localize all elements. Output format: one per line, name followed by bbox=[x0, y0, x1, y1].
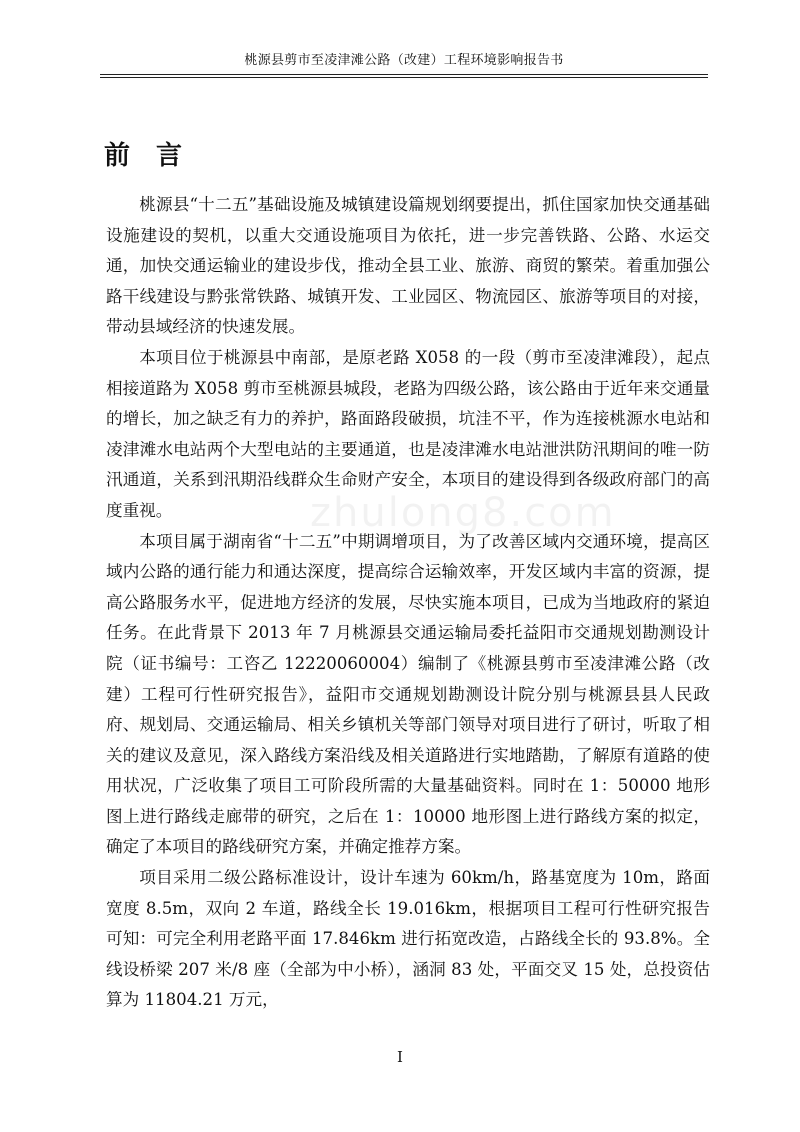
body-text bbox=[106, 190, 710, 1016]
paragraph-1: 桃源县“十二五”基础设施及城镇建设篇规划纲要提出，抓住国家加快交通基础设施建设的契机，以重大交通设施项目为依托，进一步完善铁路、公路、水运交通，加快交通运输业的建设步伐，推动全县工业、旅游、商贸的繁荣。着重加强公路干线建设与黔张常铁路、城镇开发、工业园区、物流园区、旅游等项目的对接，带动县域经济的快速发展。 bbox=[106, 195, 710, 337]
section-title: 前言 bbox=[104, 141, 209, 171]
paragraph-2: 本项目位于桃源县中南部，是原老路 X058 的一段（剪市至凌津滩段），起点相接道路为 X058 剪市至桃源县城段，老路为四级公路，该公路由于近年来交通量的增长，加之缺乏有力的养护，路面路段破损，坑洼不平，作为连接桃源水电站和凌津滩水电站两个大型电站的主要通道，也是凌津滩水电站泄洪防汛期间的唯一防汛通道，关系到汛期沿线群众生命财产安全，本项目的建设得到各级政府部门的高度重视。 bbox=[106, 347, 710, 520]
paragraph-3: 本项目属于湖南省“十二五”中期调增项目，为了改善区域内交通环境，提高区域内公路的通行能力和通达深度，提高综合运输效率，开发区域内丰富的资源，提高公路服务水平，促进地方经济的发展，尽快实施本项目，已成为当地政府的紧迫任务。在此背景下 2013 年 7 月桃源县交通运输局委托益阳市交通规划勘测设计院（证书编号：工咨乙 12220060004）编制了《桃源县剪市至凌津滩公路（改建）工程可行性研究报告》，益阳市交通规划勘测设计院分别与桃源县县人民政府、规划局、交通运输局、相关乡镇机关等部门领导对项目进行了研讨，听取了相关的建议及意见，深入路线方案沿线及相关道路进行实地踏勘，了解原有道路的使用状况，广泛收集了项目工可阶段所需的大量基础资料。同时在 1：50000 地形图上进行路线走廊带的研究，之后在 1：10000 地形图上进行路线方案的拟定，确定了本项目的路线研究方案，并确定推荐方案。 bbox=[106, 531, 710, 857]
page-number: I bbox=[397, 1048, 403, 1066]
watermark: zhulong8.com bbox=[310, 490, 616, 536]
header-rule bbox=[100, 74, 708, 75]
running-header: 桃源县剪市至凌津滩公路（改建）工程环境影响报告书 bbox=[244, 53, 564, 68]
header-rule-thin bbox=[100, 77, 708, 78]
paragraph-4: 项目采用二级公路标准设计，设计车速为 60km/h，路基宽度为 10m，路面宽度 8.5m，双向 2 车道，路线全长 19.016km，根据项目工程可行性研究报告可知：可完全利用老路平面 17.846km 进行拓宽改造，占路线全长的 93.8%。全线设桥梁 207 米/8 座（全部为中小桥），涵洞 83 处，平面交叉 15 处，总投资估算为 11804.21 万元， bbox=[106, 868, 710, 1010]
